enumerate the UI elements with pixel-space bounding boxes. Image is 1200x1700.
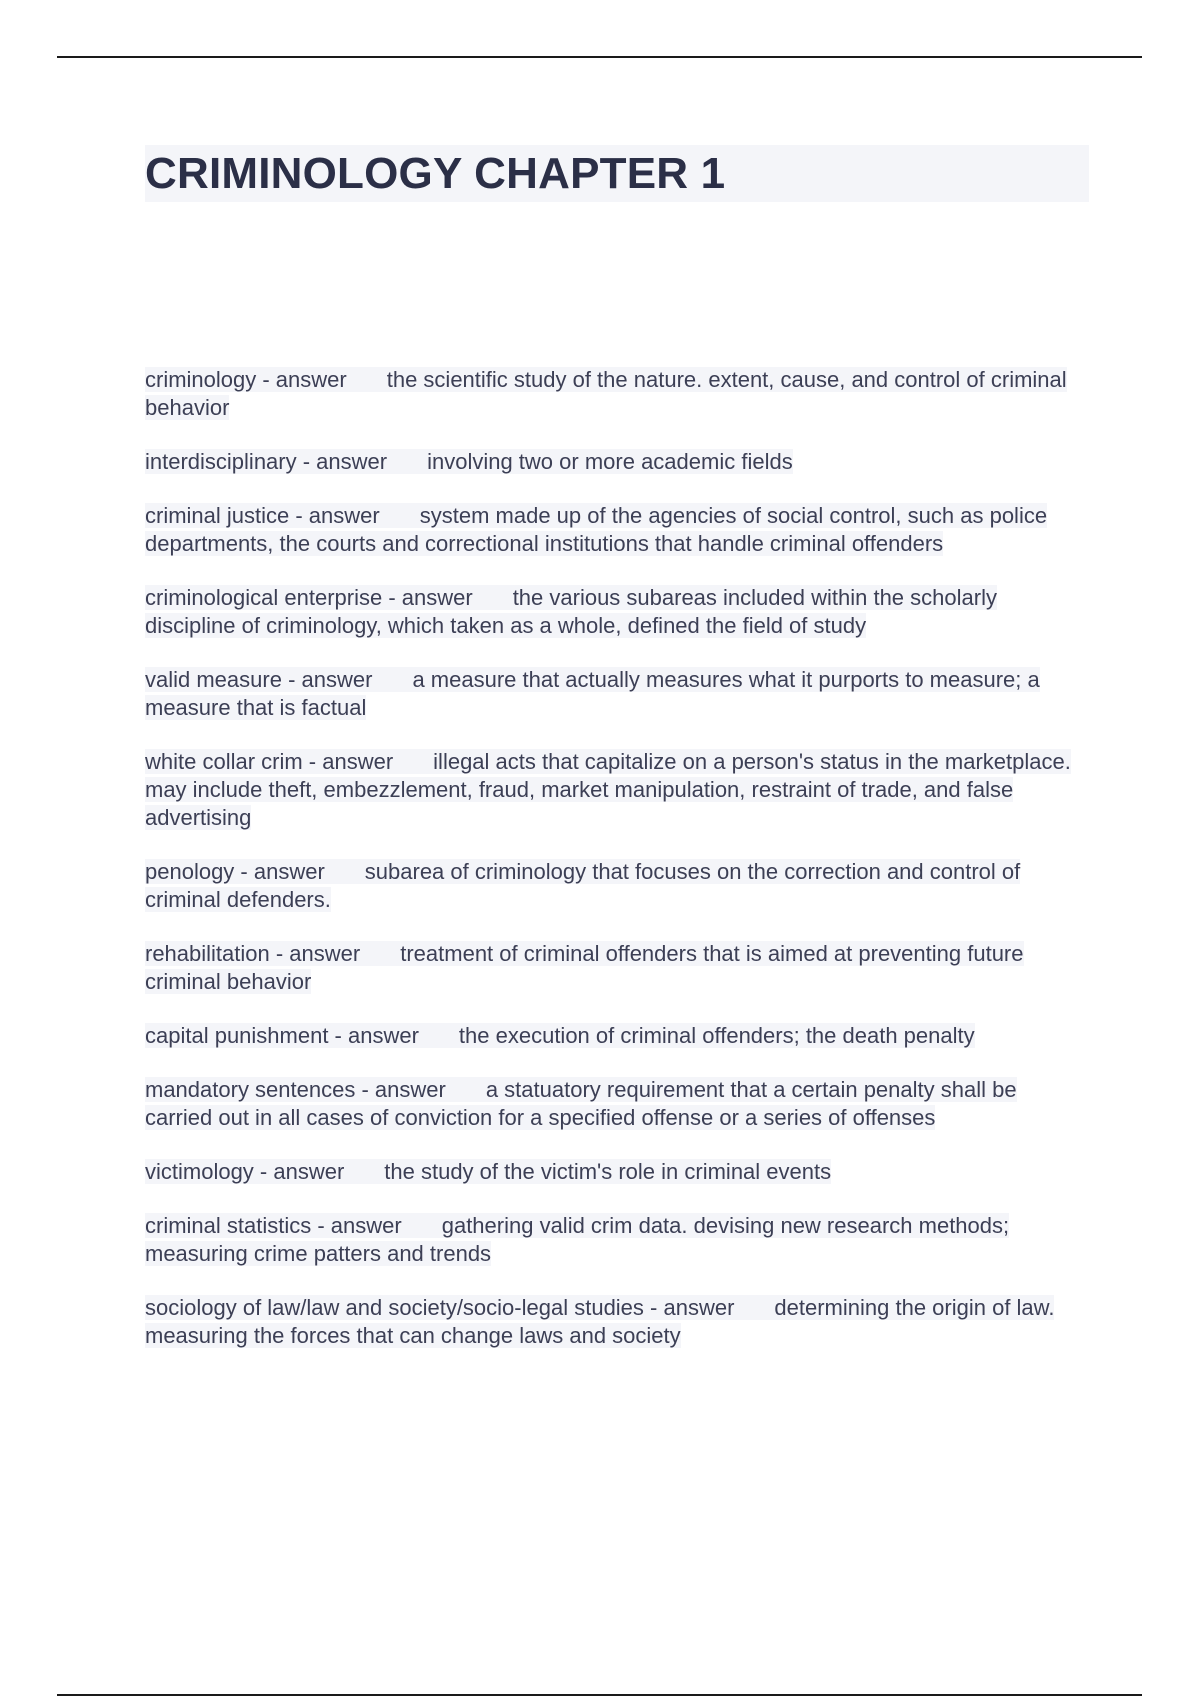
entry-term: penology - answer bbox=[145, 859, 325, 884]
entry-term: white collar crim - answer bbox=[145, 749, 394, 774]
flashcard-entry bbox=[145, 1076, 1085, 1132]
entry-term: criminal justice - answer bbox=[145, 503, 380, 528]
entry-definition: a statuatory requirement that a certain penalty shall be carried out in all cases of conviction for a specified offense or a series of offenses bbox=[145, 1077, 1017, 1130]
entry-definition: subarea of criminology that focuses on the correction and control of criminal defenders. bbox=[145, 859, 1021, 912]
entry-term: interdisciplinary - answer bbox=[145, 449, 388, 474]
flashcard-entry bbox=[145, 448, 1085, 476]
entry-definition: a measure that actually measures what it purports to measure; a measure that is factual bbox=[145, 667, 1040, 720]
top-rule bbox=[57, 56, 1142, 58]
flashcard-entry bbox=[145, 366, 1085, 422]
flashcard-entry bbox=[145, 1158, 1085, 1186]
entry-definition: the various subareas included within the scholarly discipline of criminology, which taken as a whole, defined the field of study bbox=[145, 585, 997, 638]
flashcard-entry bbox=[145, 858, 1085, 914]
entry-term: mandatory sentences - answer bbox=[145, 1077, 446, 1102]
entry-definition: system made up of the agencies of social control, such as police departments, the courts and correctional institutions that handle criminal offenders bbox=[145, 503, 1048, 556]
entry-term: sociology of law/law and society/socio-legal studies - answer bbox=[145, 1295, 735, 1320]
flashcard-entry bbox=[145, 1294, 1085, 1350]
flashcard-entry bbox=[145, 584, 1085, 640]
entry-definition: involving two or more academic fields bbox=[427, 449, 793, 474]
entry-definition: illegal acts that capitalize on a person's status in the marketplace. may include theft, embezzlement, fraud, market manipulation, restraint of trade, and false advertising bbox=[145, 749, 1071, 830]
entry-definition: gathering valid crim data. devising new research methods; measuring crime patters and trends bbox=[145, 1213, 1010, 1266]
entry-definition: the scientific study of the nature. extent, cause, and control of criminal behavior bbox=[145, 367, 1067, 420]
entry-term: rehabilitation - answer bbox=[145, 941, 361, 966]
bottom-rule bbox=[57, 1694, 1142, 1696]
entry-definition: the study of the victim's role in criminal events bbox=[384, 1159, 832, 1184]
entry-definition: determining the origin of law. measuring the forces that can change laws and society bbox=[145, 1295, 1055, 1348]
entry-definition: treatment of criminal offenders that is aimed at preventing future criminal behavior bbox=[145, 941, 1024, 994]
flashcard-entry bbox=[145, 666, 1085, 722]
entry-term: valid measure - answer bbox=[145, 667, 373, 692]
flashcard-entry bbox=[145, 1022, 1085, 1050]
flashcard-list bbox=[145, 366, 1085, 1376]
flashcard-entry bbox=[145, 502, 1085, 558]
flashcard-entry bbox=[145, 1212, 1085, 1268]
flashcard-entry bbox=[145, 748, 1085, 832]
flashcard-entry bbox=[145, 940, 1085, 996]
entry-term: criminology - answer bbox=[145, 367, 347, 392]
entry-definition: the execution of criminal offenders; the death penalty bbox=[458, 1023, 975, 1048]
entry-term: capital punishment - answer bbox=[145, 1023, 419, 1048]
entry-term: criminological enterprise - answer bbox=[145, 585, 473, 610]
page-title: CRIMINOLOGY CHAPTER 1 bbox=[145, 149, 726, 198]
entry-term: criminal statistics - answer bbox=[145, 1213, 402, 1238]
entry-term: victimology - answer bbox=[145, 1159, 345, 1184]
